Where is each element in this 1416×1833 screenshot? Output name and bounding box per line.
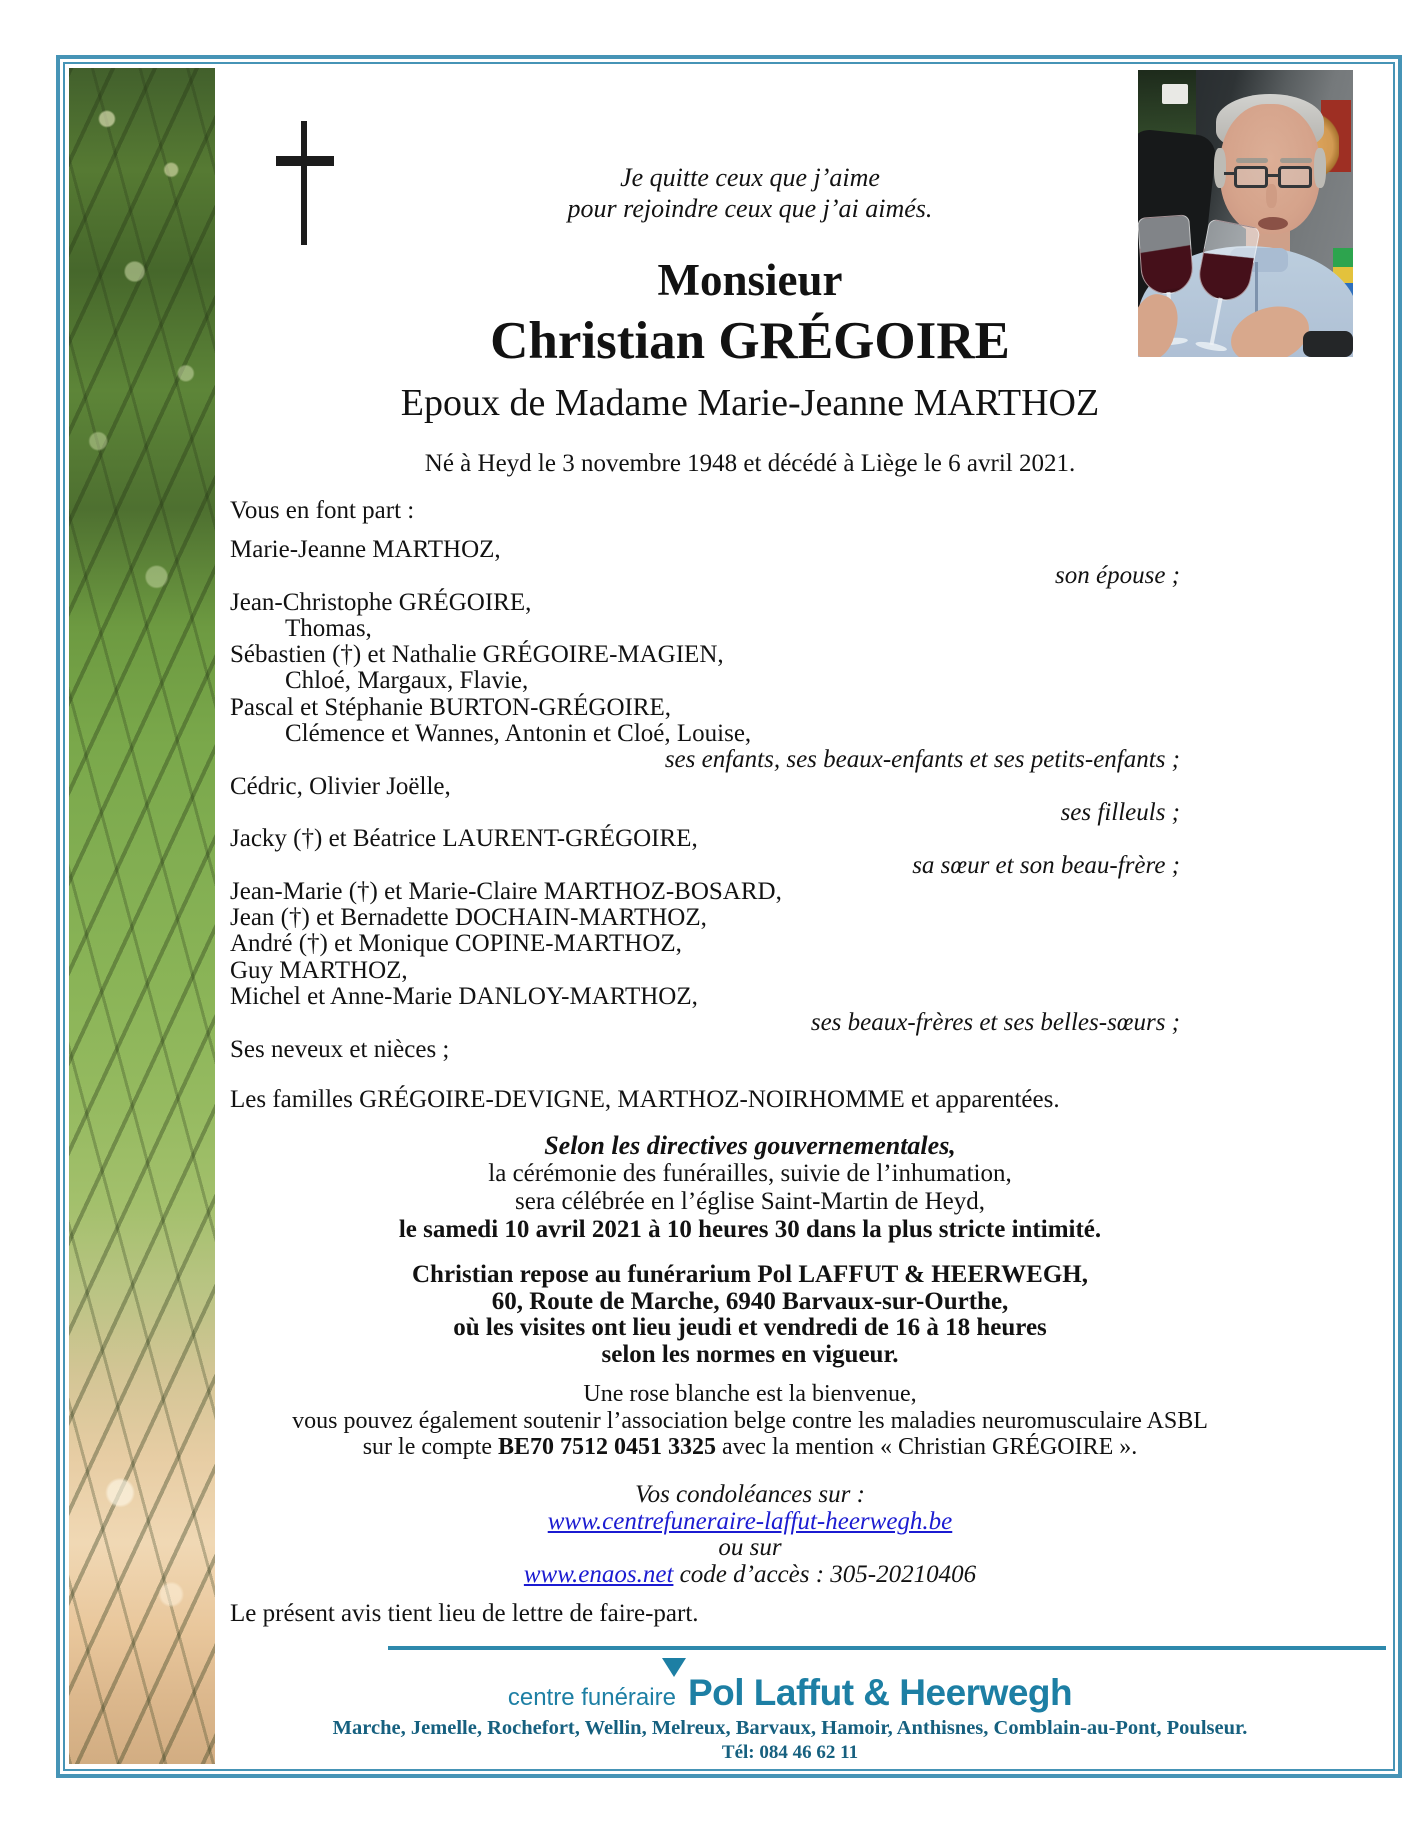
brand-locations: Marche, Jemelle, Rochefort, Wellin, Melreux, Barvaux, Hamoir, Anthisnes, Comblain-au-Pont, Poulseur. [332,1717,1248,1739]
relation-line: sa sœur et son beau-frère ; [912,851,1180,879]
portrait-glasses [1278,166,1312,188]
repose-block [230,1262,1270,1369]
family-line: Jean (†) et Bernadette DOCHAIN-MARTHOZ, [230,904,707,932]
family-line: Guy MARTHOZ, [230,956,408,984]
repose-line: selon les normes en vigueur. [601,1341,899,1369]
condolences-between: ou sur [718,1534,782,1562]
funeral-home-brand [330,1672,1250,1714]
ceremony-line: sera célébrée en l’église Saint-Martin de Heyd, [515,1188,985,1215]
family-line: Jean-Christophe GRÉGOIRE, [230,588,532,616]
family-line: Jean-Marie (†) et Marie-Claire MARTHOZ-BOSARD, [230,877,782,905]
account-prefix: sur le compte [362,1434,498,1461]
family-line: André (†) et Monique COPINE-MARTHOZ, [230,930,682,958]
family-line: Clémence et Wannes, Antonin et Cloé, Louise, [285,720,752,748]
family-line: Ses neveux et nièces ; [230,1035,450,1063]
donation-block [230,1381,1270,1461]
notice-line: Le présent avis tient lieu de lettre de faire-part. [230,1600,699,1627]
family-line: Jacky (†) et Béatrice LAURENT-GRÉGOIRE, [230,825,698,853]
donation-account-line [230,1434,1270,1461]
condolences-block [230,1482,1270,1588]
repose-line: Christian repose au funérarium Pol LAFFUT & HEERWEGH, [411,1261,1088,1288]
family-line: Thomas, [285,614,372,642]
portrait-sideburn [1314,148,1326,188]
portrait-foreground-object [1303,331,1353,357]
family-line: Sébastien (†) et Nathalie GRÉGOIRE-MAGIEN, [230,641,724,669]
family-line: Chloé, Margaux, Flavie, [285,667,529,695]
enaos-website-link[interactable]: www.enaos.net [523,1560,674,1588]
iban-number: BE70 7512 0451 3325 [498,1434,717,1461]
deceased-name: Christian GRÉGOIRE [490,312,1010,370]
ceremony-date-line: le samedi 10 avril 2021 à 10 heures 30 dans la plus stricte intimité. [398,1216,1102,1243]
access-code: code d’accès : 305-20210406 [673,1560,977,1588]
relation-line: ses enfants, ses beaux-enfants et ses petits-enfants ; [664,746,1180,774]
account-suffix: avec la mention « Christian GRÉGOIRE ». [716,1434,1138,1461]
family-line: Cédric, Olivier Joëlle, [230,772,451,800]
footer-divider [388,1646,1386,1650]
quote-line-2: pour rejoindre ceux que j’ai aimés. [567,194,933,223]
family-list [230,537,1270,1063]
related-families-line: Les familles GRÉGOIRE-DEVIGNE, MARTHOZ-NOIRHOMME et apparentées. [230,1086,1060,1113]
repose-line: où les visites ont lieu jeudi et vendredi de 16 à 18 heures [453,1314,1047,1342]
brand-name: Pol Laffut & Heerwegh [687,1672,1073,1713]
family-line: Pascal et Stéphanie BURTON-GRÉGOIRE, [230,693,672,721]
relation-line: son épouse ; [1055,562,1180,590]
condolences-intro: Vos condoléances sur : [635,1481,865,1508]
brand-subtitle: centre funéraire [507,1684,676,1711]
announcement-intro: Vous en font part : [230,497,415,524]
birth-death-line: Né à Heyd le 3 novembre 1948 et décédé à Liège le 6 avril 2021. [424,450,1076,477]
forest-path-photo [69,68,215,1764]
portrait-wall-socket [1162,84,1188,104]
relation-line: ses beaux-frères et ses belles-sœurs ; [810,1009,1180,1037]
memorial-quote [230,162,1270,224]
donation-line: vous pouvez également soutenir l’association belge contre les maladies neuromusculaire ASBL [292,1407,1208,1434]
ceremony-block [230,1132,1270,1244]
spouse-line: Epoux de Madame Marie-Jeanne MARTHOZ [400,382,1100,424]
family-line: Michel et Anne-Marie DANLOY-MARTHOZ, [230,983,698,1011]
ceremony-line: la cérémonie des funérailles, suivie de l’inhumation, [488,1160,1012,1187]
funeral-home-website-link[interactable]: www.centrefuneraire-laffut-heerwegh.be [547,1507,953,1535]
quote-line-1: Je quitte ceux que j’aime [620,163,880,192]
repose-line: 60, Route de Marche, 6940 Barvaux-sur-Ourthe, [491,1287,1009,1315]
ceremony-directive: Selon les directives gouvernementales, [544,1131,956,1160]
donation-line: Une rose blanche est la bienvenue, [583,1381,917,1407]
portrait-eyebrow [1280,158,1312,163]
relation-line: ses filleuls ; [1060,798,1180,826]
brand-phone: Tél: 084 46 62 11 [721,1742,859,1763]
title-prefix: Monsieur [657,255,843,305]
family-line: Marie-Jeanne MARTHOZ, [230,536,501,563]
